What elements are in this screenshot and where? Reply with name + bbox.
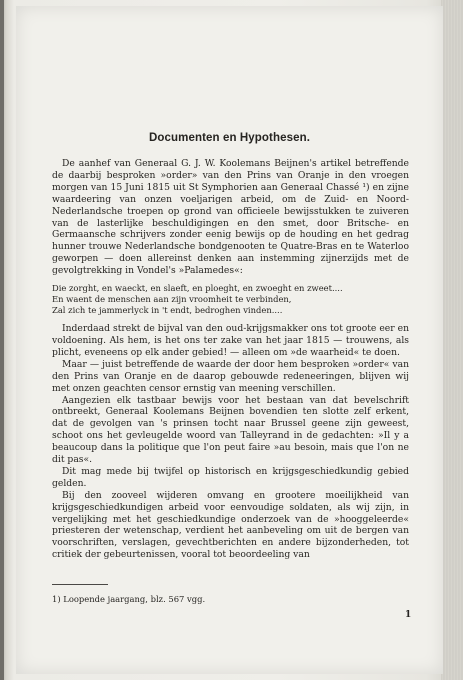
paragraph: Inderdaad strekt de bijval van den oud-krijgsmakker ons tot groote eer en voldoening. Als hem, is het ons ter zake van het jaar 1815 — trouwens, als plicht, eveneens op elk ander gebied! — alleen om »de waarheid« te doen. (52, 323, 409, 358)
paragraph: Aangezien elk tastbaar bewijs voor het bestaan van dat bevelschrift ontbreekt, Generaal Koolemans Beijnen bovendien ten slotte zelf erkent, dat de gevolgen van 's prinsen tocht naar Brussel geene zijn geweest, schoot ons het gevleugelde woord van Talleyrand in de gedachten: »Il y a beaucoup dans la politique que l'on peut faire »au besoin, mais que l'on ne dit pas«. (52, 394, 409, 466)
paragraph: Bij den zooveel wijderen omvang en grootere moeilijkheid van krijgsgeschiedkundigen arbeid voor eenvoudige soldaten, als wij zijn, in vergelijking met het geschiedkundige onderzoek van de »hooggeleerde« priesteren der wetenschap, verdient het aanbeveling om uit de bergen van voorschriften, verslagen, gevechtberichten en andere bijzonderheden, tot critiek der gebeurtenissen, vooral tot beoordeeling van (52, 489, 409, 561)
quote-line: Zal zich te jammerlyck in 't endt, bedroghen vinden.... (52, 305, 283, 316)
paragraph: Dit mag mede bij twijfel op historisch en krijgsgeschiedkundig gebied gelden. (52, 465, 409, 489)
page-number: 1 (405, 610, 412, 620)
page-edges-stack (441, 0, 463, 680)
book-page (16, 6, 443, 674)
vondel-quote (52, 283, 409, 316)
article-body (52, 158, 409, 561)
quote-line: En waent de menschen aan zijn vroomheit te verbinden, (52, 294, 292, 305)
footnote-divider (52, 584, 108, 585)
paragraph: Maar — juist betreffende de waarde der door hem besproken »order« van den Prins van Oranje en de daarop gebouwde redeneeringen, blijven wij met onzen geachten censor ernstig van meening verschillen. (52, 358, 409, 394)
paragraph-intro: De aanhef van Generaal G. J. W. Koolemans Beijnen's artikel betreffende de daarbij besproken »order» van den Prins van Oranje in den vroegen morgen van 15 Juni 1815 uit St Symphorien aan Generaal Chassé ¹) en zijne waardeering van onzen voeljarigen arbeid, om de Zuid- en Noord-Nederlandsche troepen op grond van officieele bewijsstukken te zuiveren van de lasterlijke beschuldigingen en den smet, door Britsche- en Germaansche schrijvers zonder eenig bewijs op de houding en het gedrag hunner trouwe Nederlandsche bondgenooten te Quatre-Bras en te Waterloo geworpen — doen allereinst denken aan instemming zijnerzijds met de gevolgtrekking in Vondel's »Palamedes«: (52, 158, 409, 277)
quote-line: Die zorght, en waeckt, en slaeft, en ploeght, en zwoeght en zweet.... (52, 283, 343, 294)
page-title: Documenten en Hypothesen. (149, 132, 310, 144)
binding-edge (0, 0, 4, 680)
footnote: 1) Loopende jaargang, blz. 567 vgg. (52, 594, 206, 604)
